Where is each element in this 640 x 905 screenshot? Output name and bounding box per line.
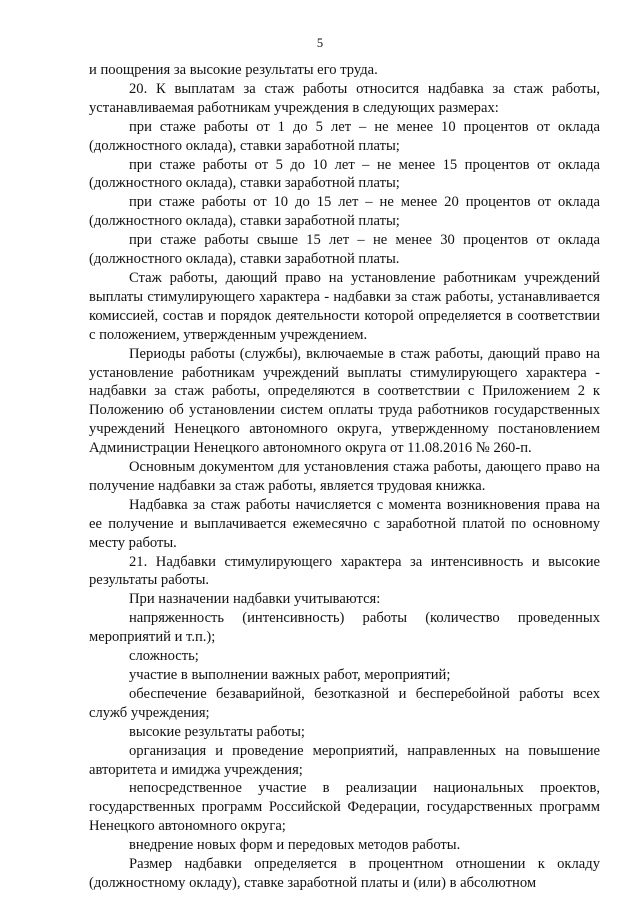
paragraph-tier-over-15-years: при стаже работы свыше 15 лет – не менее 30 процентов от оклада (должностного оклада), ставки заработной платы. (89, 232, 600, 268)
paragraph-seniority-commission: Стаж работы, дающий право на установление работникам учреждений выплаты стимулирующего характера - надбавки за стаж работы, устанавливается комиссией, состав и порядок деятельности которой определяется в соответствии с положением, утвержденным учреждением. (89, 269, 600, 343)
paragraph-tier-10-15-years: при стаже работы от 10 до 15 лет – не менее 20 процентов от оклада (должностного оклада), ставки заработной платы; (89, 194, 600, 230)
list-item-national-projects: непосредственное участие в реализации национальных проектов, государственных программ Российской Федерации, государственных программ Ненецкого автономного округа; (89, 780, 600, 835)
list-item-reliability: обеспечение безаварийной, безотказной и бесперебойной работы всех служб учреждения; (89, 685, 600, 721)
paragraph-tier-5-10-years: при стаже работы от 5 до 10 лет – не менее 15 процентов от оклада (должностного оклада), ставки заработной платы; (89, 156, 600, 192)
document-body (89, 61, 600, 893)
list-item-complexity: сложность; (129, 648, 199, 665)
paragraph-service-periods: Периоды работы (службы), включаемые в стаж работы, дающий право на установление работникам учреждений выплаты стимулирующего характера - надбавки за стаж работы, определяются в соответствии с Приложением 2 к Положению об установлении систем оплаты труда работников государственных учреждений Ненецкого автономного округа, утвержденному постановлением Администрации Ненецкого автономного округа от 11.08.2016 № 260-п. (89, 345, 600, 457)
list-item-important-work: участие в выполнении важных работ, мероприятий; (129, 667, 451, 683)
list-item-events: организация и проведение мероприятий, направленных на повышение авторитета и имиджа учреждения; (89, 742, 600, 778)
list-item-high-results: высокие результаты работы; (129, 723, 305, 740)
paragraph-tier-1-5-years: при стаже работы от 1 до 5 лет – не менее 10 процентов от оклада (должностного оклада), ставки заработной платы; (89, 118, 600, 154)
paragraph-continuation: и поощрения за высокие результаты его труда. (89, 62, 378, 78)
paragraph-clause-21: 21. Надбавки стимулирующего характера за интенсивность и высокие результаты работы. (89, 553, 600, 589)
paragraph-accrual: Надбавка за стаж работы начисляется с момента возникновения права на ее получение и выплачивается ежемесячно с заработной платой по основному месту работы. (89, 496, 600, 551)
page-number: 5 (316, 36, 324, 50)
paragraph-clause-20: 20. К выплатам за стаж работы относится надбавка за стаж работы, устанавливаемая работникам учреждения в следующих размерах: (89, 80, 600, 116)
list-item-intensity: напряженность (интенсивность) работы (количество проведенных мероприятий и т.п.); (89, 610, 600, 646)
paragraph-employment-record: Основным документом для установления стажа работы, дающего право на получение надбавки за стаж работы, является трудовая книжка. (89, 459, 600, 494)
paragraph-bonus-size: Размер надбавки определяется в процентном отношении к окладу (должностному окладу), ставке заработной платы и (или) в абсолютном (89, 856, 600, 891)
paragraph-criteria-intro: При назначении надбавки учитываются: (129, 591, 381, 608)
list-item-new-methods: внедрение новых форм и передовых методов работы. (129, 837, 461, 854)
